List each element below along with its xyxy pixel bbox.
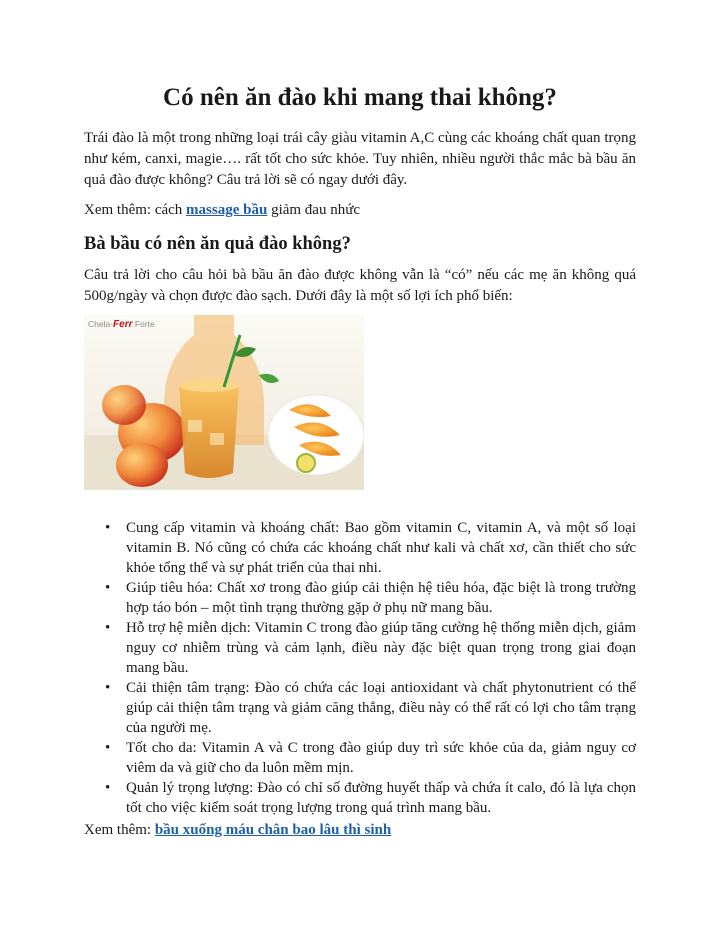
peach-drink-photo [84, 315, 364, 490]
peach-small-icon [116, 443, 168, 487]
list-item: • Cung cấp vitamin và khoáng chất: Bao gồm vitamin C, vitamin A, và một số loại vitamin B. Nó cũng có chứa các khoáng chất như kali và chất xơ, cần thiết cho sức khỏe tổng thể và sự phát triển của thai nhi. [126, 518, 636, 578]
see-also-bau-xuong-mau [84, 820, 636, 841]
see-also-suffix: giảm đau nhức [267, 202, 361, 218]
list-item: • Cải thiện tâm trạng: Đào có chứa các loại antioxidant và chất phytonutrient có thể giúp cải thiện tâm trạng và giảm căng thẳng, điều này có thể rất có lợi cho tâm trạng của người mẹ. [126, 678, 636, 738]
bau-xuong-mau-link[interactable]: bầu xuống máu chân bao lâu thì sinh [154, 822, 392, 838]
lemon-slice-icon [297, 454, 315, 472]
list-item: • Hỗ trợ hệ miễn dịch: Vitamin C trong đào giúp tăng cường hệ thống miễn dịch, giảm nguy cơ nhiễm trùng và cảm lạnh, điều này đặc biệt quan trọng trong giai đoạn mang bầu. [126, 618, 636, 678]
see-also-prefix-2: Xem thêm: [84, 822, 155, 838]
list-item: • Quản lý trọng lượng: Đào có chỉ số đường huyết thấp và chứa ít calo, đó là lựa chọn tốt cho việc kiểm soát trọng lượng trong quá trình mang bầu. [126, 778, 636, 818]
list-item: • Giúp tiêu hóa: Chất xơ trong đào giúp cải thiện hệ tiêu hóa, đặc biệt là trong trường hợp táo bón – một tình trạng thường gặp ở phụ nữ mang bầu. [126, 578, 636, 618]
brand-mark: Ferr [113, 319, 133, 330]
brand-suffix: Forte [132, 319, 155, 329]
brand-prefix: Chela- [88, 319, 114, 329]
document-page [84, 82, 636, 841]
page-title: Có nên ăn đào khi mang thai không? [163, 84, 557, 111]
brand-watermark [88, 319, 155, 330]
peach-back-icon [102, 385, 146, 425]
see-also-massage [84, 200, 636, 221]
answer-paragraph: Câu trả lời cho câu hỏi bà bầu ăn đào được không vẫn là “có” nếu các mẹ ăn không quá 500g/ngày và chọn được đào sạch. Dưới đây là một số lợi ích phổ biến: [84, 267, 636, 304]
list-item: • Tốt cho da: Vitamin A và C trong đào giúp duy trì sức khỏe của da, giảm nguy cơ viêm da và giữ cho da luôn mềm mịn. [126, 738, 636, 778]
massage-bau-link[interactable]: massage bầu [186, 202, 268, 218]
peach-illustration [84, 315, 364, 490]
intro-paragraph: Trái đào là một trong những loại trái cây giàu vitamin A,C cùng các khoáng chất quan trọng như kém, canxi, magie…. rất tốt cho sức khỏe. Tuy nhiên, nhiều người thắc mắc bà bầu ăn quả đào được không? Câu trả lời sẽ có ngay dưới đây. [84, 130, 636, 188]
benefits-list [84, 518, 636, 818]
section-heading: Bà bầu có nên ăn quả đào không? [84, 234, 351, 254]
see-also-prefix: Xem thêm: cách [84, 202, 187, 218]
